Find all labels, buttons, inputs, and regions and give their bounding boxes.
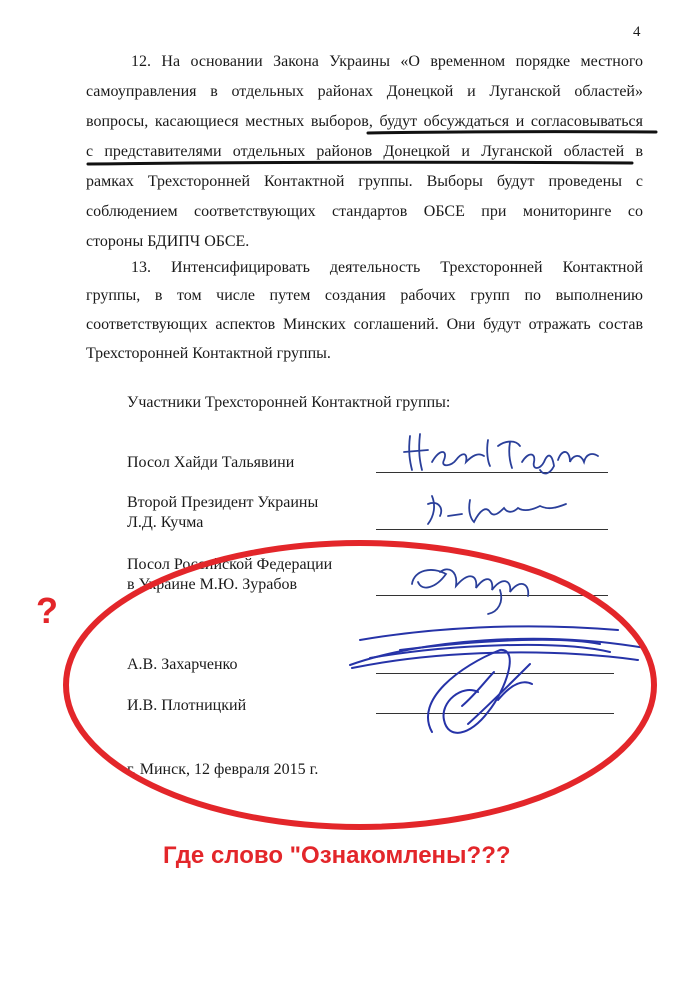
- annotation-caption: Где слово "Ознакомлены???: [163, 842, 511, 869]
- signatory-plotnitsky-name: И.В. Плотницкий: [127, 697, 247, 714]
- paragraph-12-line-2: самоуправления в отдельных районах Донецкой и Луганской областей»: [86, 83, 643, 100]
- paragraph-12-line-6: соблюдением соответствующих стандартов ОБСЕ при мониторинге со: [86, 203, 643, 220]
- paragraph-13-line-2: группы, в том числе путем создания рабочих групп по выполнению: [86, 287, 643, 304]
- paragraph-13-line-1: 13. Интенсифицировать деятельность Трехсторонней Контактной: [131, 259, 643, 276]
- signature-kuchma-scribble: [428, 496, 566, 524]
- signature-zurabov-scribble: [412, 569, 528, 614]
- paragraph-12-line-3: вопросы, касающиеся местных выборов, будут обсуждаться и согласовываться: [86, 113, 643, 130]
- page-number: 4: [633, 24, 641, 40]
- participants-heading: Участники Трехсторонней Контактной группы:: [127, 394, 451, 411]
- red-ellipse-annotation: [66, 543, 654, 827]
- paragraph-12-line-5: рамках Трехсторонней Контактной группы. Выборы будут проведены с: [86, 173, 643, 190]
- paragraph-13-line-3: соответствующих аспектов Минских соглашений. Они будут отражать состав: [86, 316, 643, 333]
- paragraph-13-line-4: Трехсторонней Контактной группы.: [86, 345, 331, 362]
- question-mark-annotation: ?: [36, 590, 58, 631]
- signatory-tagliavini-name: Посол Хайди Тальявини: [127, 454, 295, 471]
- signatory-zurabov-title: Посол Российской Федерации: [127, 556, 333, 573]
- highlight-underline-1: [368, 132, 656, 133]
- paragraph-12-line-4: с представителями отдельных районов Донецкой и Луганской областей в: [86, 143, 643, 160]
- signature-plotnitsky-scribble: [428, 650, 532, 733]
- signature-tagliavini-scribble: [404, 434, 598, 473]
- place-date: г. Минск, 12 февраля 2015 г.: [127, 761, 319, 778]
- signatory-kuchma-title: Второй Президент Украины: [127, 494, 319, 511]
- paragraph-12-line-7: стороны БДИПЧ ОБСЕ.: [86, 233, 250, 250]
- paragraph-12-line-1: 12. На основании Закона Украины «О временном порядке местного: [131, 53, 643, 70]
- signatory-zurabov-name: в Украине М.Ю. Зурабов: [127, 576, 298, 593]
- signature-zakharchenko-scribble: [350, 626, 645, 668]
- highlight-underline-2: [88, 162, 632, 164]
- signatory-zakharchenko-name: А.В. Захарченко: [127, 656, 238, 673]
- signatory-kuchma-name: Л.Д. Кучма: [127, 514, 204, 531]
